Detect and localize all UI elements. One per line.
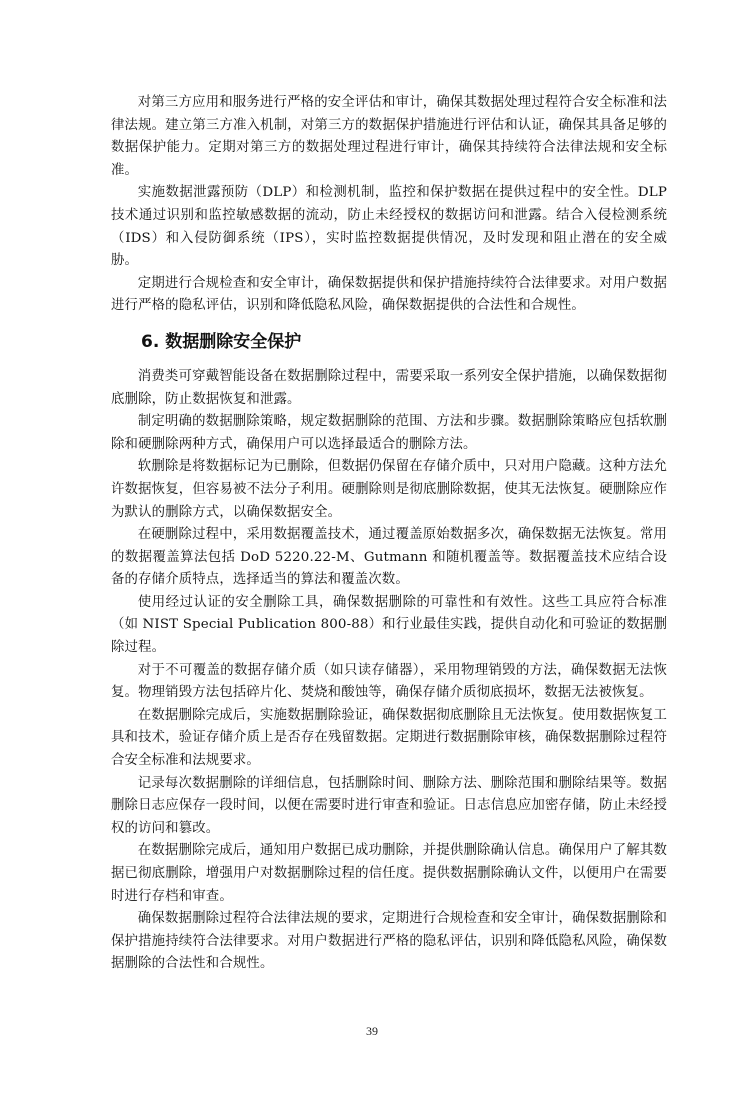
document-body	[111, 92, 667, 976]
paragraph-user-notification: 在数据删除完成后，通知用户数据已成功删除，并提供删除确认信息。确保用户了解其数据已彻底删除，增强用户对数据删除过程的信任度。提供数据删除确认文件，以便用户在需要时进行存档和审查。	[111, 843, 667, 904]
paragraph-verification: 在数据删除完成后，实施数据删除验证，确保数据彻底删除且无法恢复。使用数据恢复工具和技术，验证存储介质上是否存在残留数据。定期进行数据删除审核，确保数据删除过程符合安全标准和法规要求。	[111, 707, 667, 769]
paragraph-compliance-check: 定期进行合规检查和安全审计，确保数据提供和保护措施持续符合法律要求。对用户数据进行严格的隐私评估，识别和降低隐私风险，确保数据提供的合法性和合规性。	[111, 275, 667, 314]
paragraph-overwrite: 在硬删除过程中，采用数据覆盖技术，通过覆盖原始数据多次，确保数据无法恢复。常用的数据覆盖算法包括 DoD 5220.22-M、Gutmann 和随机覆盖等。数据覆盖技术应结合设备的存储介质特点，选择适当的算法和覆盖次数。	[111, 527, 667, 588]
paragraph-certified-tools: 使用经过认证的安全删除工具，确保数据删除的可靠性和有效性。这些工具应符合标准（如 NIST Special Publication 800-88）和行业最佳实践，提供自动化和可验证的数据删除过程。	[111, 594, 667, 656]
paragraph-intro: 消费类可穿戴智能设备在数据删除过程中，需要采取一系列安全保护措施，以确保数据彻底删除，防止数据恢复和泄露。	[111, 368, 667, 407]
paragraph-logging: 记录每次数据删除的详细信息，包括删除时间、删除方法、删除范围和删除结果等。数据删除日志应保存一段时间，以便在需要时进行审查和验证。日志信息应加密存储，防止未经授权的访问和篡改。	[111, 775, 667, 836]
page-number: 39	[366, 1024, 378, 1038]
paragraph-physical-destruction: 对于不可覆盖的数据存储介质（如只读存储器），采用物理销毁的方法，确保数据无法恢复。物理销毁方法包括碎片化、焚烧和酸蚀等，确保存储介质彻底损坏，数据无法被恢复。	[111, 662, 667, 701]
section-heading: 6. 数据删除安全保护	[141, 331, 302, 352]
paragraph-third-party-audit: 对第三方应用和服务进行严格的安全评估和审计，确保其数据处理过程符合安全标准和法律法规。建立第三方准入机制，对第三方的数据保护措施进行评估和认证，确保其具备足够的数据保护能力。定期对第三方的数据处理过程进行审计，确保其持续符合法律法规和安全标准。	[111, 95, 667, 178]
paragraph-legal-compliance: 确保数据删除过程符合法律法规的要求，定期进行合规检查和安全审计，确保数据删除和保护措施持续符合法律要求。对用户数据进行严格的隐私评估，识别和降低隐私风险，确保数据删除的合法性和合规性。	[111, 911, 667, 972]
paragraph-deletion-policy: 制定明确的数据删除策略，规定数据删除的范围、方法和步骤。数据删除策略应包括软删除和硬删除两种方式，确保用户可以选择最适合的删除方法。	[111, 414, 667, 452]
paragraph-soft-hard-delete: 软删除是将数据标记为已删除，但数据仍保留在存储介质中，只对用户隐藏。这种方法允许数据恢复，但容易被不法分子利用。硬删除则是彻底删除数据，使其无法恢复。硬删除应作为默认的删除方式，以确保数据安全。	[111, 459, 667, 520]
paragraph-dlp: 实施数据泄露预防（DLP）和检测机制，监控和保护数据在提供过程中的安全性。DLP 技术通过识别和监控敏感数据的流动，防止未经授权的数据访问和泄露。结合入侵检测系统（IDS）和入侵防御系统（IPS），实时监控数据提供情况，及时发现和阻止潜在的安全威胁。	[111, 185, 667, 269]
